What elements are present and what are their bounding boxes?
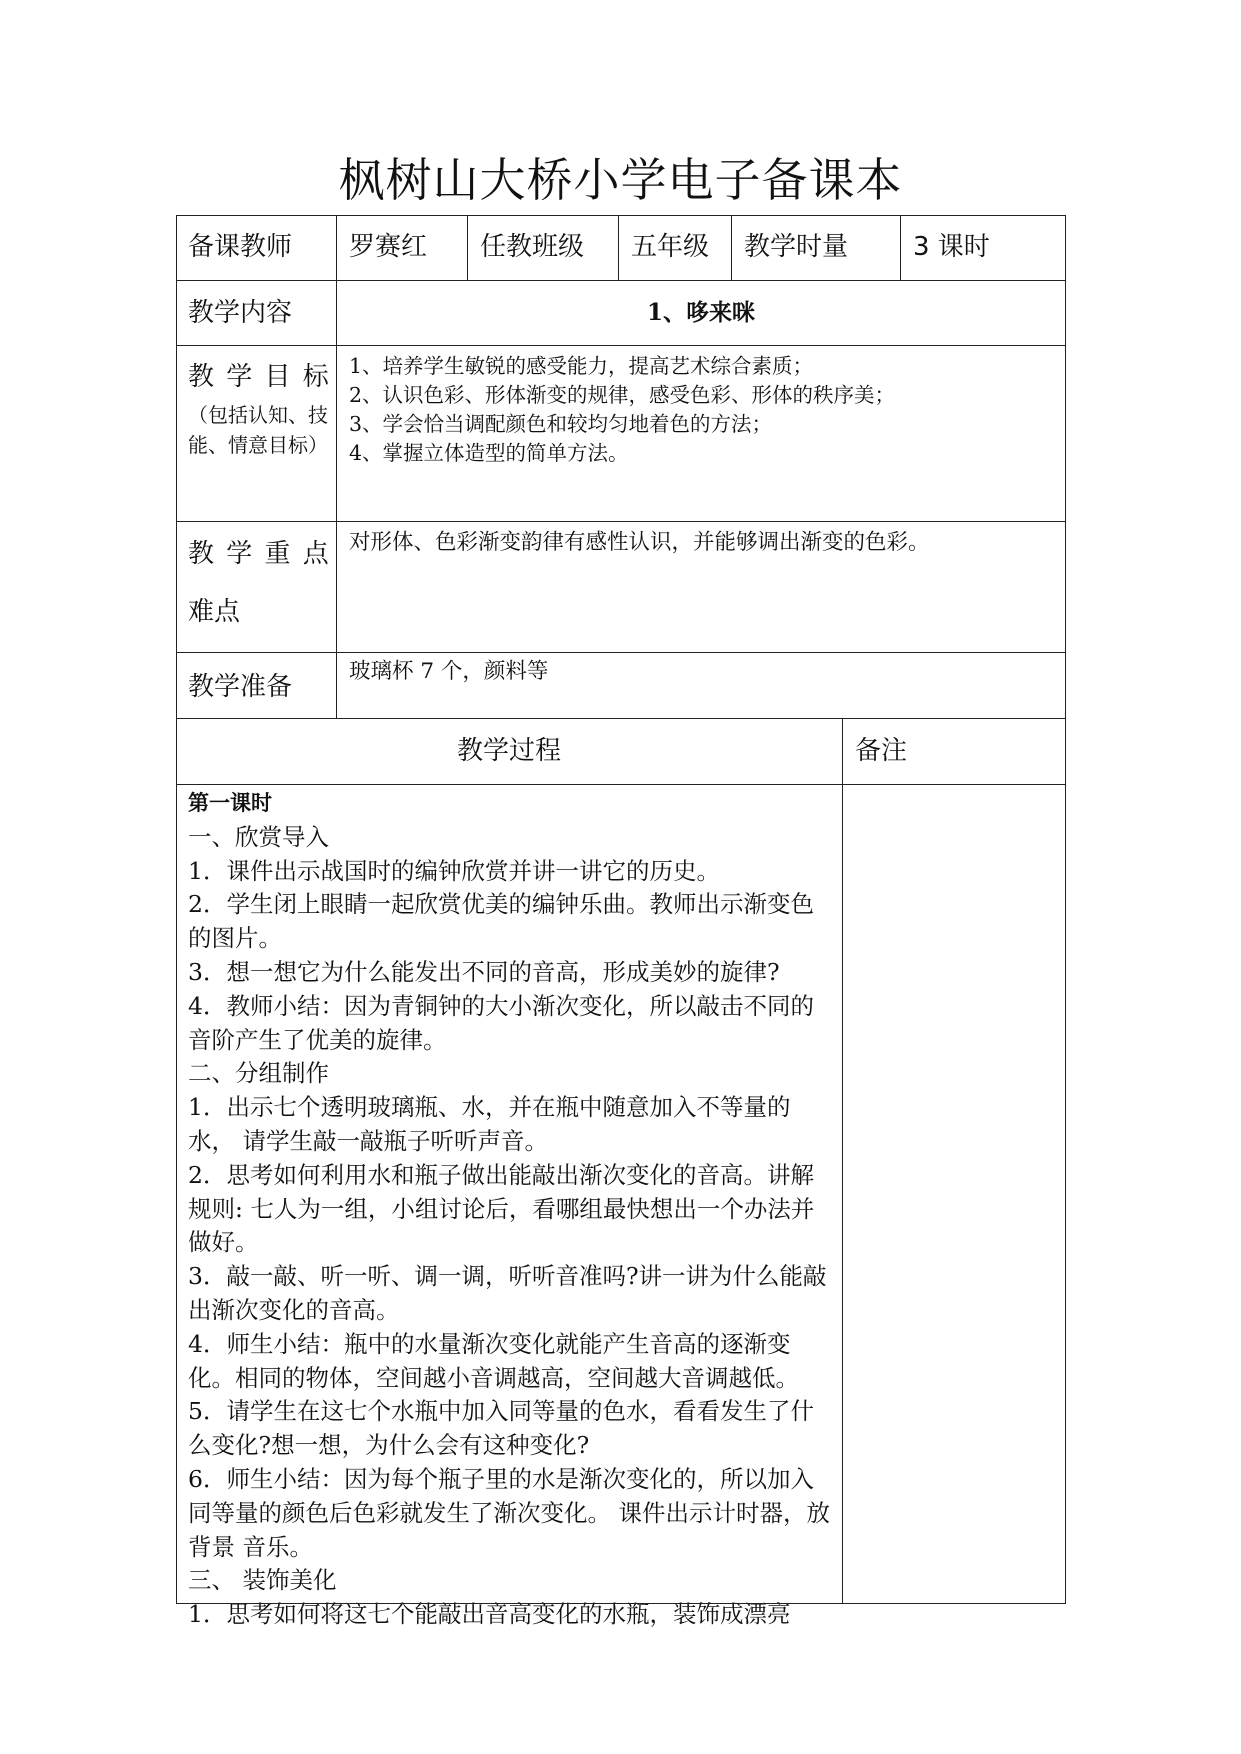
goal-item: 3、学会恰当调配颜色和较均匀地着色的方法； — [349, 412, 773, 436]
remarks-header-label: 备注 — [855, 736, 908, 766]
teacher-label: 备课教师 — [188, 232, 293, 262]
class-value-cell — [619, 215, 732, 281]
goal-item: 2、认识色彩、形体渐变的规律，感受色彩、形体的秩序美； — [349, 383, 896, 407]
key-points-label-line2: 难点 — [188, 597, 241, 627]
session-title: 第一课时 — [188, 791, 272, 815]
process-line: 三、 装饰美化 — [188, 1566, 337, 1595]
goals-label: 教 学 目 标 — [188, 362, 331, 392]
goals-sub-label: （包括认知、技能、情意目标） — [188, 403, 328, 457]
content-label-cell — [176, 281, 337, 346]
preparation-value-cell — [337, 653, 1066, 719]
process-line: 3．想一想它为什么能发出不同的音高，形成美妙的旋律? — [188, 957, 780, 986]
remarks-body-cell — [843, 785, 1066, 1604]
preparation-value: 玻璃杯 7 个，颜料等 — [349, 659, 549, 684]
process-line: 二、分组制作 — [188, 1059, 329, 1088]
goals-value-cell — [337, 346, 1066, 522]
process-line: 4．教师小结：因为青铜钟的大小渐次变化，所以敲击不同的音阶产生了优美的旋律。 — [188, 991, 814, 1054]
process-line: 2．思考如何利用水和瓶子做出能敲出渐次变化的音高。讲解规则: 七人为一组，小组讨论后，看哪组最快想出一个办法并做好。 — [188, 1160, 815, 1257]
hours-label-cell — [732, 215, 901, 281]
content-value: 1、哆来咪 — [646, 299, 755, 326]
remarks-header-cell — [843, 719, 1066, 785]
class-label: 任教班级 — [480, 232, 585, 262]
goal-item: 1、培养学生敏锐的感受能力，提高艺术综合素质； — [349, 354, 814, 378]
key-points-label-line1: 教 学 重 点 — [188, 539, 331, 569]
class-value: 五年级 — [631, 232, 710, 262]
process-line: 5．请学生在这七个水瓶中加入同等量的色水，看看发生了什么变化?想一想，为什么会有这种变化? — [188, 1397, 814, 1460]
process-line: 6．师生小结：因为每个瓶子里的水是渐次变化的，所以加入同等量的颜色后色彩就发生了渐次变化。 课件出示计时器，放背景 音乐。 — [188, 1464, 830, 1561]
process-line: 3．敲一敲、听一听、调一调，听听音准吗?讲一讲为什么能敲出渐次变化的音高。 — [188, 1262, 827, 1324]
process-line: 1．课件出示战国时的编钟欣赏并讲一讲它的历史。 — [188, 856, 720, 885]
process-header-label: 教学过程 — [456, 736, 561, 766]
teacher-value: 罗赛红 — [349, 232, 428, 262]
lesson-plan-table — [176, 215, 1066, 1629]
hours-value-cell — [901, 215, 1066, 281]
teacher-label-cell — [176, 215, 337, 281]
class-label-cell — [468, 215, 619, 281]
teacher-value-cell — [337, 215, 468, 281]
process-line: 1．思考如何将这七个能敲出音高变化的水瓶，装饰成漂亮 — [188, 1600, 791, 1629]
process-line: 一、欣赏导入 — [188, 822, 329, 851]
goals-list — [337, 346, 1065, 468]
key-points-value-cell — [337, 522, 1066, 653]
key-points-value: 对形体、色彩渐变韵律有感性认识，并能够调出渐变的色彩。 — [349, 530, 930, 555]
preparation-label: 教学准备 — [188, 672, 293, 702]
goals-label-cell — [176, 346, 337, 522]
process-line: 2．学生闭上眼睛一起欣赏优美的编钟乐曲。教师出示渐变色的图片。 — [188, 890, 814, 953]
key-points-label-cell — [176, 522, 337, 653]
page-title: 枫树山大桥小学电子备课本 — [338, 153, 903, 207]
hours-value: 3 课时 — [913, 232, 990, 262]
preparation-label-cell — [176, 653, 337, 719]
process-text — [176, 785, 842, 1632]
hours-label: 教学时量 — [744, 232, 849, 262]
content-value-cell — [337, 281, 1066, 346]
goal-item: 4、掌握立体造型的简单方法。 — [349, 441, 629, 465]
process-body-cell — [176, 785, 843, 1629]
content-label: 教学内容 — [188, 298, 293, 328]
process-line: 1．出示七个透明玻璃瓶、水，并在瓶中随意加入不等量的水， 请学生敲一敲瓶子听听声音。 — [188, 1093, 791, 1155]
process-header-cell — [176, 719, 843, 785]
process-line: 4．师生小结：瓶中的水量渐次变化就能产生音高的逐渐变化。相同的物体，空间越小音调越高，空间越大音调越低。 — [188, 1329, 799, 1392]
